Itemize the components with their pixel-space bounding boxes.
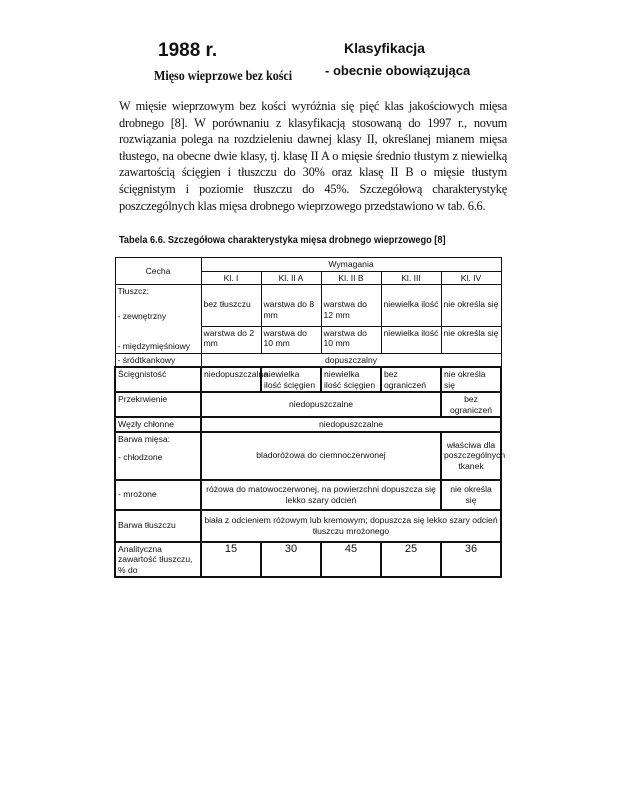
tendons-label: Ścięgnistość — [115, 367, 201, 392]
analytic-value: 25 — [381, 542, 441, 578]
fat-inter-value: nie określa się — [441, 326, 501, 353]
fat-label: Tłuszcz: — [117, 286, 150, 296]
tendons-value: niewielka ilość ścięgien — [321, 367, 381, 392]
fat-inter-value: warstwa do 2 mm — [201, 326, 261, 353]
class-header: Kl. IV — [441, 271, 501, 285]
fat-external-value: niewielka ilość — [381, 285, 441, 327]
header-requirements-cell: Wymagania — [201, 258, 501, 272]
fat-row — [115, 285, 501, 327]
fat-external-value: warstwa do 8 mm — [261, 285, 321, 327]
table-header-row — [115, 258, 501, 272]
analytic-label: Analityczna zawartość tłuszczu, % do — [115, 542, 201, 578]
header-classification: Klasyfikacja — [344, 40, 425, 56]
color-frozen-label: - mrożone — [115, 480, 201, 510]
analytic-row — [115, 542, 501, 578]
class-header: Kl. II B — [321, 271, 381, 285]
fat-intermuscular-label: - międzymięśniowy — [117, 341, 191, 351]
fat-external-value: bez tłuszczu — [201, 285, 261, 327]
fat-intra-label: - śródtkankowy — [115, 353, 201, 367]
fat-intra-row — [115, 353, 501, 367]
body-paragraph: W mięsie wieprzowym bez kości wyróżnia się pięć klas jakościowych mięsa drobnego [8]. W porównaniu z klasyfikacją stosowaną do 1997 r., novum rozwiązania polega na rozdzieleniu dawnej klasy II, określanej mianem mięsa tłustego, na obecne dwie klasy, tj. klasę II A o mięsie średnio tłustym z niewielką zawartością ścięgien i tłuszczu do 30% oraz klasę II B o mięsie tłustym ścięgnistym i poziomie tłuszczu do 45%. Szczegółową charakterystykę poszczególnych klas mięsa drobnego wieprzowego przedstawiono w tab. 6.6. — [119, 99, 507, 213]
class-header: Kl. III — [381, 271, 441, 285]
color-row — [115, 432, 501, 480]
fat-inter-value: niewielka ilość — [381, 326, 441, 353]
color-last-bottom: nie określa się — [441, 480, 501, 510]
fat-external-value: nie określa się — [441, 285, 501, 327]
lymph-value: niedopuszczalne — [201, 417, 501, 432]
header-feature-cell: Cecha — [115, 258, 201, 285]
analytic-value: 15 — [201, 542, 261, 578]
overbleed-last: bez ograniczeń — [441, 392, 501, 417]
color-last-top: właściwa dla poszczególnych tkanek — [441, 432, 501, 480]
fatcolor-value: biała z odcieniem różowym lub kremowym; dopuszcza się lekko szary odcień tłuszczu mrożonego — [201, 510, 501, 542]
class-header: Kl. II A — [261, 271, 321, 285]
table-caption: Tabela 6.6. Szczegółowa charakterystyka mięsa drobnego wieprzowego [8] — [119, 235, 446, 246]
tendons-value: niewielka ilość ścięgien — [261, 367, 321, 392]
overbleed-label: Przekrwienie — [115, 392, 201, 417]
overbleed-value: niedopuszczalne — [201, 392, 441, 417]
fatcolor-label: Barwa tłuszczu — [115, 510, 201, 542]
class-header: Kl. I — [201, 271, 261, 285]
fat-label-cell — [115, 285, 201, 354]
tendons-value: niedopuszczalna — [201, 367, 261, 392]
color-label-cell — [115, 432, 201, 480]
header-subtitle: Mięso wieprzowe bez kości — [154, 69, 293, 84]
tendons-row — [115, 367, 501, 392]
header-year: 1988 r. — [158, 40, 218, 61]
fat-inter-value: warstwa do 10 mm — [261, 326, 321, 353]
fatcolor-row — [115, 510, 501, 542]
header-current: - obecnie obowiązująca — [325, 63, 471, 78]
fat-intra-value: dopuszczalny — [201, 353, 501, 367]
fat-external-value: warstwa do 12 mm — [321, 285, 381, 327]
meat-class-table — [114, 257, 506, 578]
analytic-value: 36 — [441, 542, 501, 578]
color-frozen-value: różowa do matowoczerwonej, na powierzchni dopuszcza się lekko szary odcień — [201, 480, 441, 510]
fat-inter-value: warstwa do 10 mm — [321, 326, 381, 353]
color-chilled-label: - chłodzone — [118, 452, 163, 462]
color-label: Barwa mięsa: — [118, 433, 171, 444]
analytic-value: 45 — [321, 542, 381, 578]
tendons-value: nie określa się — [441, 367, 501, 392]
color-chilled-value: bladoróżowa do ciemnoczerwonej — [201, 432, 441, 480]
color-frozen-row — [115, 480, 501, 510]
analytic-value: 30 — [261, 542, 321, 578]
lymph-row — [115, 417, 501, 432]
overbleed-row — [115, 392, 501, 417]
lymph-label: Węzły chłonne — [115, 417, 201, 432]
tendons-value: bez ograniczeń — [381, 367, 441, 392]
fat-external-label: - zewnętrzny — [117, 310, 167, 321]
